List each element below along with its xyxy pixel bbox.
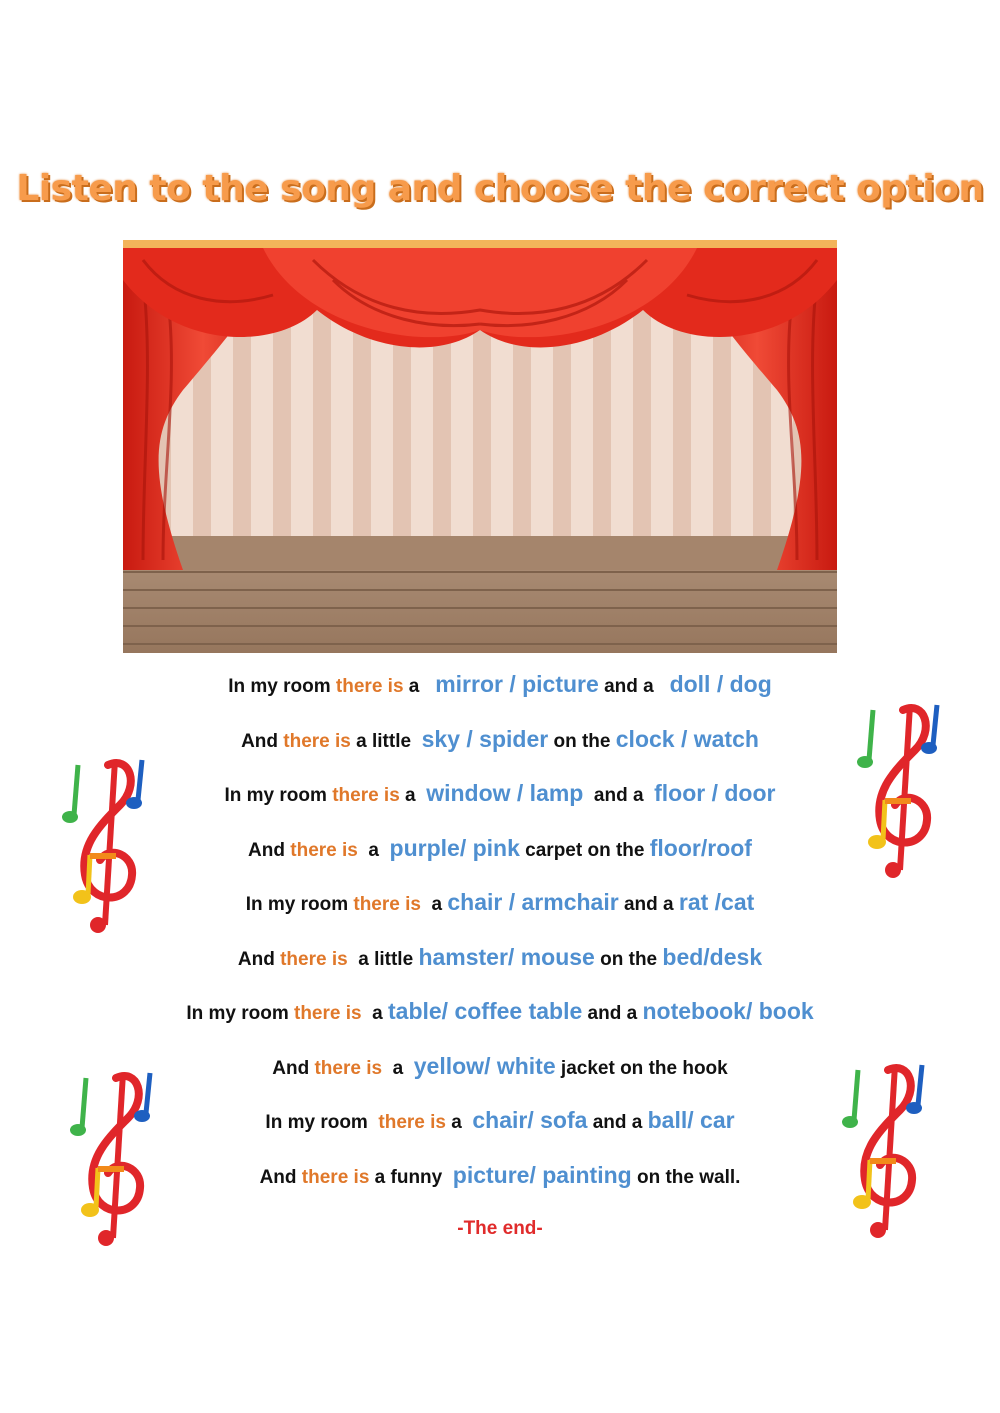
answer-option[interactable]: mirror / picture — [435, 671, 599, 697]
lyric-line — [0, 719, 1000, 774]
lyric-text: on the — [594, 948, 663, 970]
lyric-text: In my room — [186, 1003, 294, 1024]
lyric-line — [0, 991, 1000, 1046]
lyric-text: a little — [347, 948, 419, 970]
lyric-text: a — [445, 1112, 473, 1133]
lyric-text: a little — [350, 730, 422, 752]
answer-option[interactable]: purple/ pink — [389, 834, 520, 861]
lyric-text: a — [403, 676, 436, 697]
answer-option[interactable]: clock / watch — [615, 725, 759, 752]
answer-option[interactable]: chair / armchair — [447, 889, 619, 915]
answer-option[interactable]: floor/roof — [649, 834, 752, 861]
the-end-label: -The end- — [457, 1218, 543, 1239]
lyric-text: a — [399, 785, 427, 806]
lyric-text: And — [241, 730, 284, 752]
answer-option[interactable]: table/ coffee table — [388, 998, 583, 1024]
stage-curtain-icon — [123, 240, 837, 653]
answer-option[interactable]: bed/desk — [662, 943, 763, 970]
answer-option[interactable]: rat /cat — [678, 889, 755, 915]
lyric-line — [0, 828, 1000, 883]
lyric-line — [0, 664, 1000, 719]
there-is-phrase: there is — [353, 894, 421, 915]
there-is-phrase: there is — [378, 1112, 446, 1133]
answer-option[interactable]: ball/ car — [647, 1107, 735, 1133]
lyric-text: carpet on the — [519, 839, 650, 861]
answer-option[interactable]: hamster/ mouse — [418, 943, 595, 970]
lyric-text: And — [272, 1057, 315, 1079]
answer-option[interactable]: chair/ sofa — [472, 1107, 588, 1133]
answer-option[interactable]: yellow/ white — [413, 1052, 556, 1079]
song-lyrics — [0, 664, 1000, 1264]
there-is-phrase: there is — [283, 730, 351, 752]
lyric-text: and a — [618, 894, 679, 915]
lyric-line — [0, 773, 1000, 828]
answer-option[interactable]: floor / door — [654, 780, 776, 806]
lyric-text: a — [420, 894, 448, 915]
answer-option[interactable]: doll / dog — [669, 671, 772, 697]
lyric-text: and a — [582, 1003, 643, 1024]
answer-option[interactable]: sky / spider — [421, 725, 549, 752]
lyric-text: jacket on the hook — [555, 1057, 728, 1079]
lyric-text: In my room — [228, 676, 336, 697]
lyric-text: a — [382, 1057, 414, 1079]
lyric-text: a funny — [369, 1166, 453, 1188]
page-title: Listen to the song and choose the correct option — [16, 168, 984, 209]
lyric-text: on the — [548, 730, 616, 752]
lyric-text: on the wall. — [631, 1166, 741, 1188]
there-is-phrase: there is — [290, 839, 358, 861]
there-is-phrase: there is — [314, 1057, 383, 1079]
lyric-text: and a — [598, 676, 670, 697]
answer-option[interactable]: window / lamp — [426, 780, 584, 806]
lyric-text: a — [361, 1003, 388, 1024]
lyric-text: And — [248, 839, 291, 861]
lyric-line — [0, 1046, 1000, 1101]
there-is-phrase: there is — [332, 785, 400, 806]
lyric-line — [0, 1209, 1000, 1264]
there-is-phrase: there is — [301, 1166, 370, 1188]
there-is-phrase: there is — [335, 676, 404, 697]
lyric-line — [0, 882, 1000, 937]
lyric-line — [0, 937, 1000, 992]
lyric-text: And — [259, 1166, 302, 1188]
lyric-line — [0, 1155, 1000, 1210]
lyric-text: a — [357, 839, 390, 861]
lyric-text: and a — [587, 1112, 648, 1133]
lyric-text: And — [237, 948, 281, 970]
lyric-text: In my room — [224, 785, 333, 806]
answer-option[interactable]: picture/ painting — [452, 1161, 632, 1188]
answer-option[interactable]: notebook/ book — [642, 998, 814, 1024]
lyric-text: In my room — [245, 894, 354, 915]
lyric-text: and a — [583, 785, 655, 806]
lyric-text: In my room — [265, 1112, 379, 1133]
lyric-line — [0, 1100, 1000, 1155]
there-is-phrase: there is — [294, 1003, 362, 1024]
there-is-phrase: there is — [280, 948, 348, 970]
